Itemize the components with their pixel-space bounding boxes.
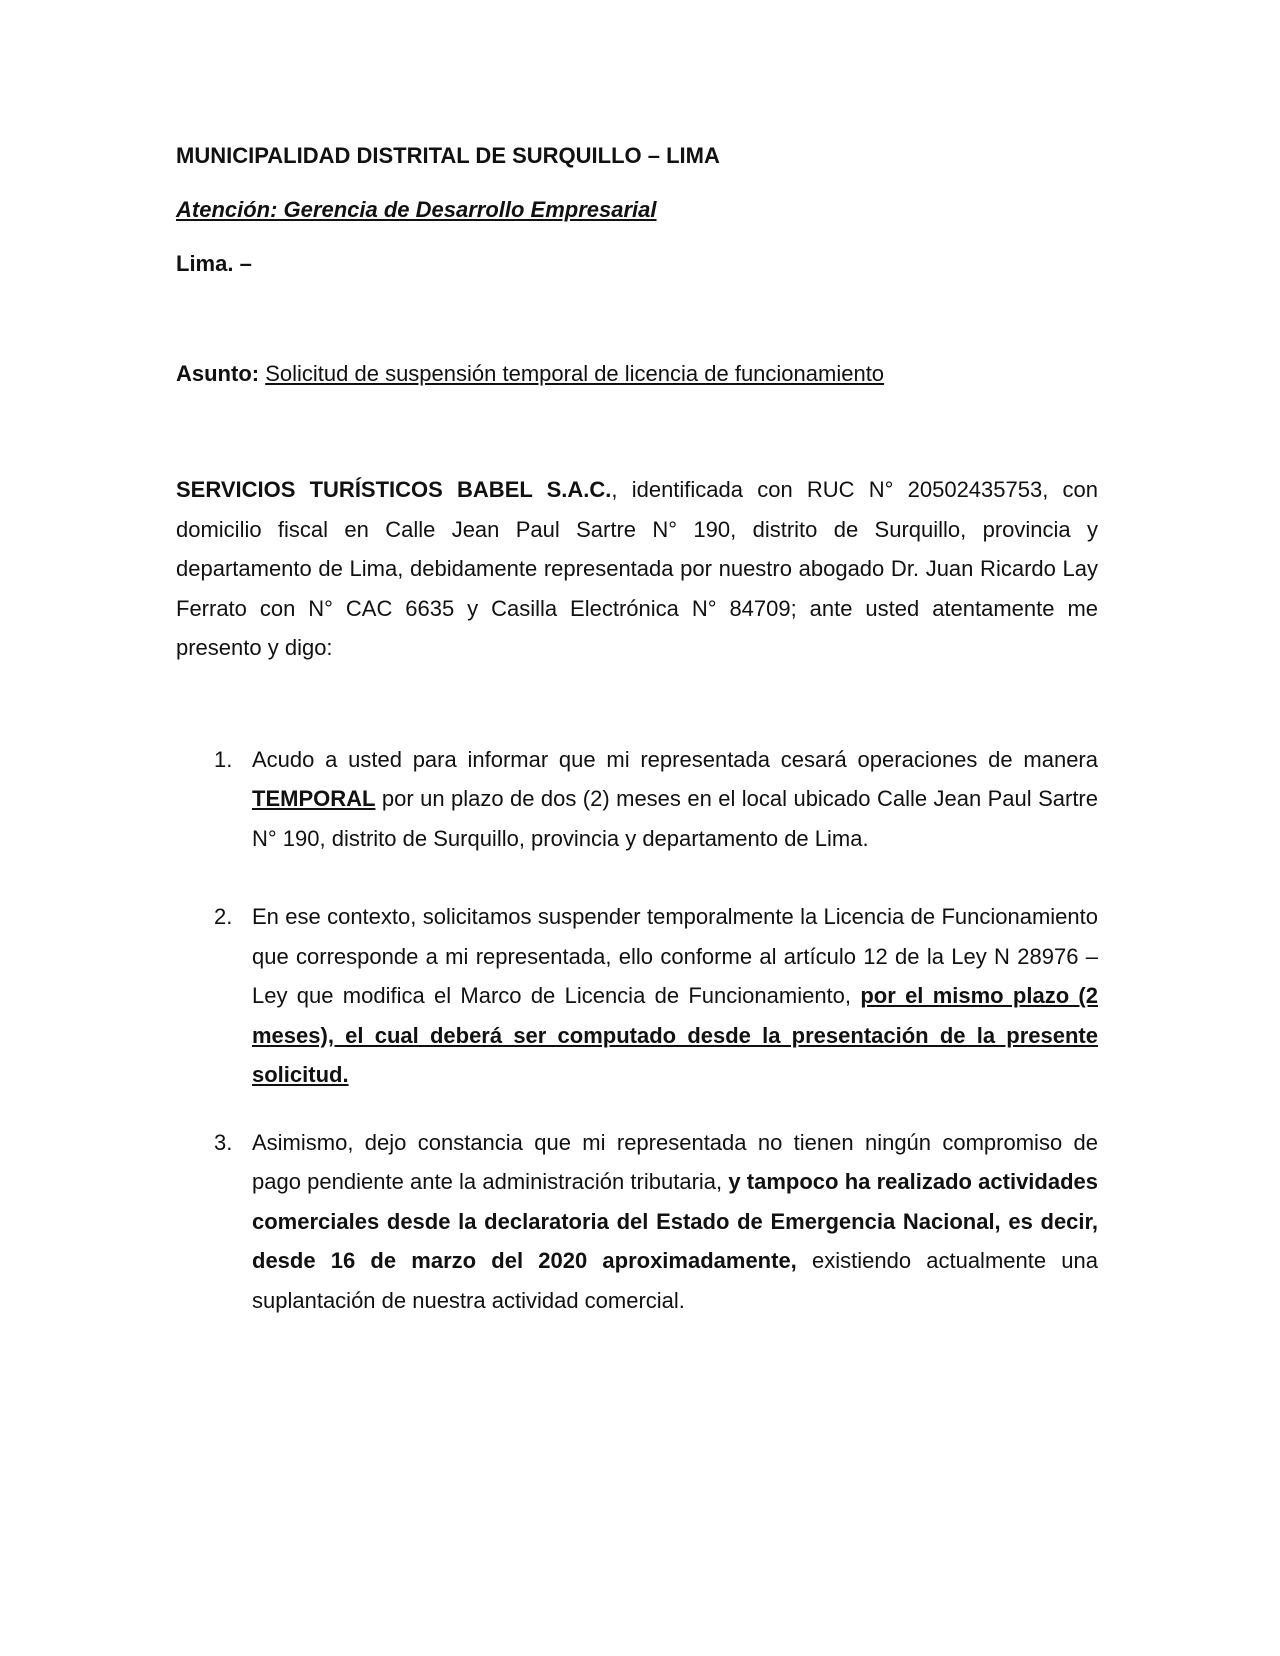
company-name: SERVICIOS TURÍSTICOS BABEL S.A.C. [176,477,612,502]
point-emphasis: por el mismo plazo (2 meses), el cual deberá ser computado desde la presentación de la presente solicitud. [252,983,1098,1087]
point-emphasis: TEMPORAL [252,786,376,811]
intro-text: , identificada con RUC N° 20502435753, con domicilio fiscal en Calle Jean Paul Sartre N° 190, distrito de Surquillo, provincia y departamento de Lima, debidamente representada por nuestro abogado Dr. Juan Ricardo Lay Ferrato con N° CAC 6635 y Casilla Electrónica N° 84709; ante usted atentamente me presento y digo: [176,477,1099,660]
point-emphasis: y tampoco ha realizado actividades comerciales desde la declaratoria del Estado de Emergencia Nacional, es decir, desde 16 de marzo del 2020 aproximadamente, [252,1169,1099,1273]
subject-text: Solicitud de suspensión temporal de licencia de funcionamiento [265,361,885,386]
subject-label: Asunto: [176,361,260,386]
point-number: 2. [214,904,233,929]
list-item [176,1123,1098,1321]
subject-line [176,360,1098,388]
points-list [176,740,1098,1321]
list-item [176,740,1098,859]
list-item [176,897,1098,1095]
point-text: Asimismo, dejo constancia que mi representada no tienen ningún compromiso de pago pendiente ante la administración tributaria, [252,1129,1098,1194]
point-text: Acudo a usted para informar que mi representada cesará operaciones de manera [252,746,1098,772]
point-text-end: por un plazo de dos (2) meses en el local ubicado Calle Jean Paul Sartre N° 190, distrito de Surquillo, provincia y departamento de Lima. [252,786,1098,851]
point-number: 3. [214,1129,233,1155]
document-page [176,142,1098,1320]
attention-line: Atención: Gerencia de Desarrollo Empresarial [176,197,657,222]
intro-paragraph [176,470,1098,668]
point-number: 1. [214,746,233,772]
city-line: Lima. – [176,251,252,276]
point-text-end: existiendo actualmente una suplantación de nuestra actividad comercial. [252,1248,1098,1313]
recipient-municipality: MUNICIPALIDAD DISTRITAL DE SURQUILLO – LIMA [176,143,720,168]
point-text: En ese contexto, solicitamos suspender temporalmente la Licencia de Funcionamiento que corresponde a mi representada, ello conforme al artículo 12 de la Ley N 28976 – Ley que modifica el Marco de Licencia de Funcionamiento, [252,904,1098,1008]
